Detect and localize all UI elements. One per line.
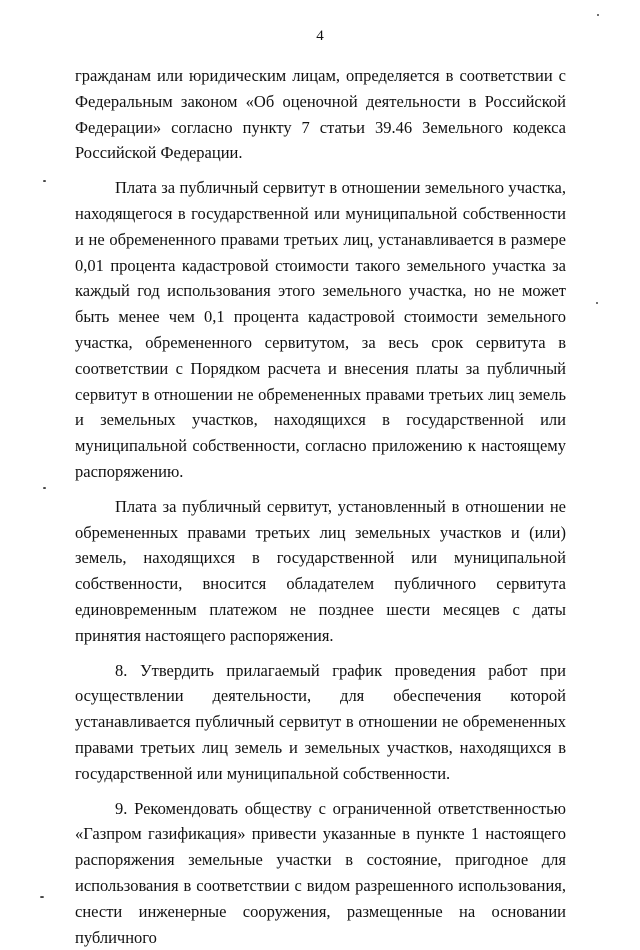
scan-speck-top-right [597,14,599,16]
document-body [75,63,566,950]
scan-speck-left-1 [43,180,46,182]
paragraph-payment-terms: Плата за публичный сервитут, установленный в отношении не обремененных правами третьих лиц земельных участков и (или) земель, находящихся в государственной или муниципальной собственности, вносится обладателем публичного сервитута единовременным платежом не позднее шести месяцев с даты принятия настоящего распоряжения. [75,496,566,645]
paragraph-item-8: 8. Утвердить прилагаемый график проведения работ при осуществлении деятельности, для обеспечения которой устанавливается публичный сервитут в отношении не обремененных правами третьих лиц земель и земельных участков, находящихся в государственной или муниципальной собственности. [75,660,566,783]
page-number: 4 [316,28,324,44]
scan-speck-bottom-left [40,896,44,898]
scan-speck-right-1 [596,302,598,304]
paragraph-item-9: 9. Рекомендовать обществу с ограниченной ответственностью «Газпром газификация» привести указанные в пункте 1 настоящего распоряжения земельные участки в состояние, пригодное для использования в соответствии с видом разрешенного использования, снести инженерные сооружения, размещенные на основании публичного [75,798,566,947]
paragraph-continuation: гражданам или юридическим лицам, определяется в соответствии с Федеральным законом «Об оценочной деятельности в Российской Федерации» согласно пункту 7 статьи 39.46 Земельного кодекса Российской Федерации. [75,66,566,163]
scan-speck-left-2 [43,487,46,489]
paragraph-servitude-fee: Плата за публичный сервитут в отношении земельного участка, находящегося в государственной или муниципальной собственности и не обремененного правами третьих лиц, устанавливается в размере 0,01 процента кадастровой стоимости такого земельного участка за каждый год использования этого земельного участка, но не может быть менее чем 0,1 процента кадастровой стоимости земельного участка, обремененного сервитутом, за весь срок сервитута в соответствии с Порядком расчета и внесения платы за публичный сервитут в отношении не обремененных правами третьих лиц земель и земельных участков, находящихся в государственной или муниципальной собственности, согласно приложению к настоящему распоряжению. [75,178,566,481]
